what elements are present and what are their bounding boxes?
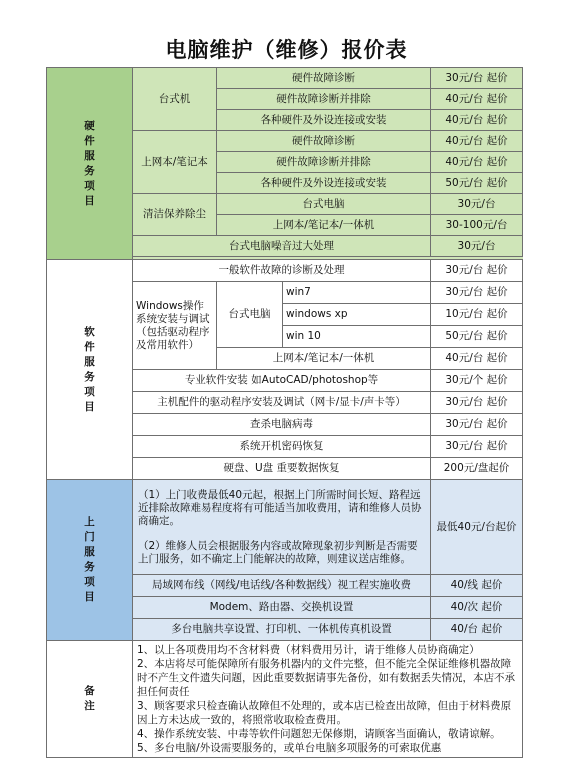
sw-os-item: win 10 [283,326,431,348]
sw-item: 主机配件的驱动程序安装及调试（网卡/显卡/声卡等） [133,392,431,414]
sw-laptop-item: 上网本/笔记本/一体机 [217,348,431,370]
onsite-desc-price: 最低40元/台起价 [431,480,523,575]
onsite-item: Modem、路由器、交换机设置 [133,597,431,619]
software-section-label: 软件服务项目 [47,260,133,480]
price-table [46,67,523,758]
sw-os-price: 50元/台 起价 [431,326,523,348]
hw-item: 硬件故障诊断 [217,68,431,89]
onsite-price: 40/线 起价 [431,575,523,597]
sw-price: 30元/个 起价 [431,370,523,392]
hw-price: 30元/台 [431,194,523,215]
hw-item: 硬件故障诊断并排除 [217,89,431,110]
sw-price: 30元/台 起价 [431,260,523,282]
hw-price: 40元/台 起价 [431,131,523,152]
sw-item: 查杀电脑病毒 [133,414,431,436]
hw-item: 台式电脑噪音过大处理 [133,236,431,257]
onsite-desc-1: （1）上门收费最低40元起，根据上门所需时间长短、路程远近排除故障难易程度将有可能适当加收费用，请和维修人员协商确定。 [138,488,422,527]
hw-price: 40元/台 起价 [431,89,523,110]
hw-item: 硬件故障诊断并排除 [217,152,431,173]
sw-price: 30元/台 起价 [431,414,523,436]
sw-item: 一般软件故障的诊断及处理 [133,260,431,282]
sw-os-price: 10元/台 起价 [431,304,523,326]
hw-item: 硬件故障诊断 [217,131,431,152]
hw-item: 各种硬件及外设连接或安装 [217,173,431,194]
onsite-item: 局域网布线（网线/电话线/各种数据线）视工程实施收费 [133,575,431,597]
hw-price: 30-100元/台 [431,215,523,236]
hw-desktop-label: 台式机 [133,68,217,131]
sw-os-price: 30元/台 起价 [431,282,523,304]
onsite-description [133,480,431,575]
hw-item: 上网本/笔记本/一体机 [217,215,431,236]
onsite-desc-2: （2）维修人员会根据服务内容或故障现象初步判断是否需要上门服务，如不确定上门能解决的故障，则建议送店维修。 [138,539,418,565]
notes-section-label: 备注 [47,641,133,758]
sw-item: 硬盘、U盘 重要数据恢复 [133,458,431,480]
sw-price: 30元/台 起价 [431,436,523,458]
sw-item: 系统开机密码恢复 [133,436,431,458]
onsite-price: 40/台 起价 [431,619,523,641]
onsite-section-label: 上门服务项目 [47,480,133,641]
onsite-price: 40/次 起价 [431,597,523,619]
hardware-section-label: 硬件服务项目 [47,68,133,260]
page-title: 电脑维护（维修）报价表 [165,38,408,62]
hw-price: 40元/台 起价 [431,110,523,131]
hw-item: 各种硬件及外设连接或安装 [217,110,431,131]
sw-os-item: win7 [283,282,431,304]
sw-price: 30元/台 起价 [431,392,523,414]
onsite-item: 多台电脑共享设置、打印机、一体机传真机设置 [133,619,431,641]
sw-windows-label: Windows操作系统安装与调试（包括驱动程序及常用软件） [133,282,217,370]
hw-price: 40元/台 起价 [431,152,523,173]
hw-price: 50元/台 起价 [431,173,523,194]
sw-os-item: windows xp [283,304,431,326]
hw-price: 30元/台 [431,236,523,257]
hw-laptop-label: 上网本/笔记本 [133,131,217,194]
notes-text: 1、以上各项费用均不含材料费（材料费用另计，请于维修人员协商确定） 2、本店将尽可能保障所有服务机器内的文件完整，但不能完全保证维修机器故障时不产生文件遗失问题，因此重要数据请事先备份，如有数据丢失情况，本店不承担任何责任 3、顾客要求只检查确认故障但不处理的，或本店已检查出故障，但由于材料费原因上方未达成一致的，将照常收取检查费用。 4、操作系统安装、中毒等软件问题恕无保修期，请顾客当面确认，敬请谅解。 5、多台电脑/外设需要服务的，或单台电脑多项服务的可索取优惠 [133,641,523,758]
sw-price: 200元/盘起价 [431,458,523,480]
sw-item: 专业软件安装 如AutoCAD/photoshop等 [133,370,431,392]
hw-item: 台式电脑 [217,194,431,215]
sw-desktop-label: 台式电脑 [217,282,283,348]
hw-price: 30元/台 起价 [431,68,523,89]
sw-laptop-price: 40元/台 起价 [431,348,523,370]
hw-cleaning-label: 清洁保养除尘 [133,194,217,236]
